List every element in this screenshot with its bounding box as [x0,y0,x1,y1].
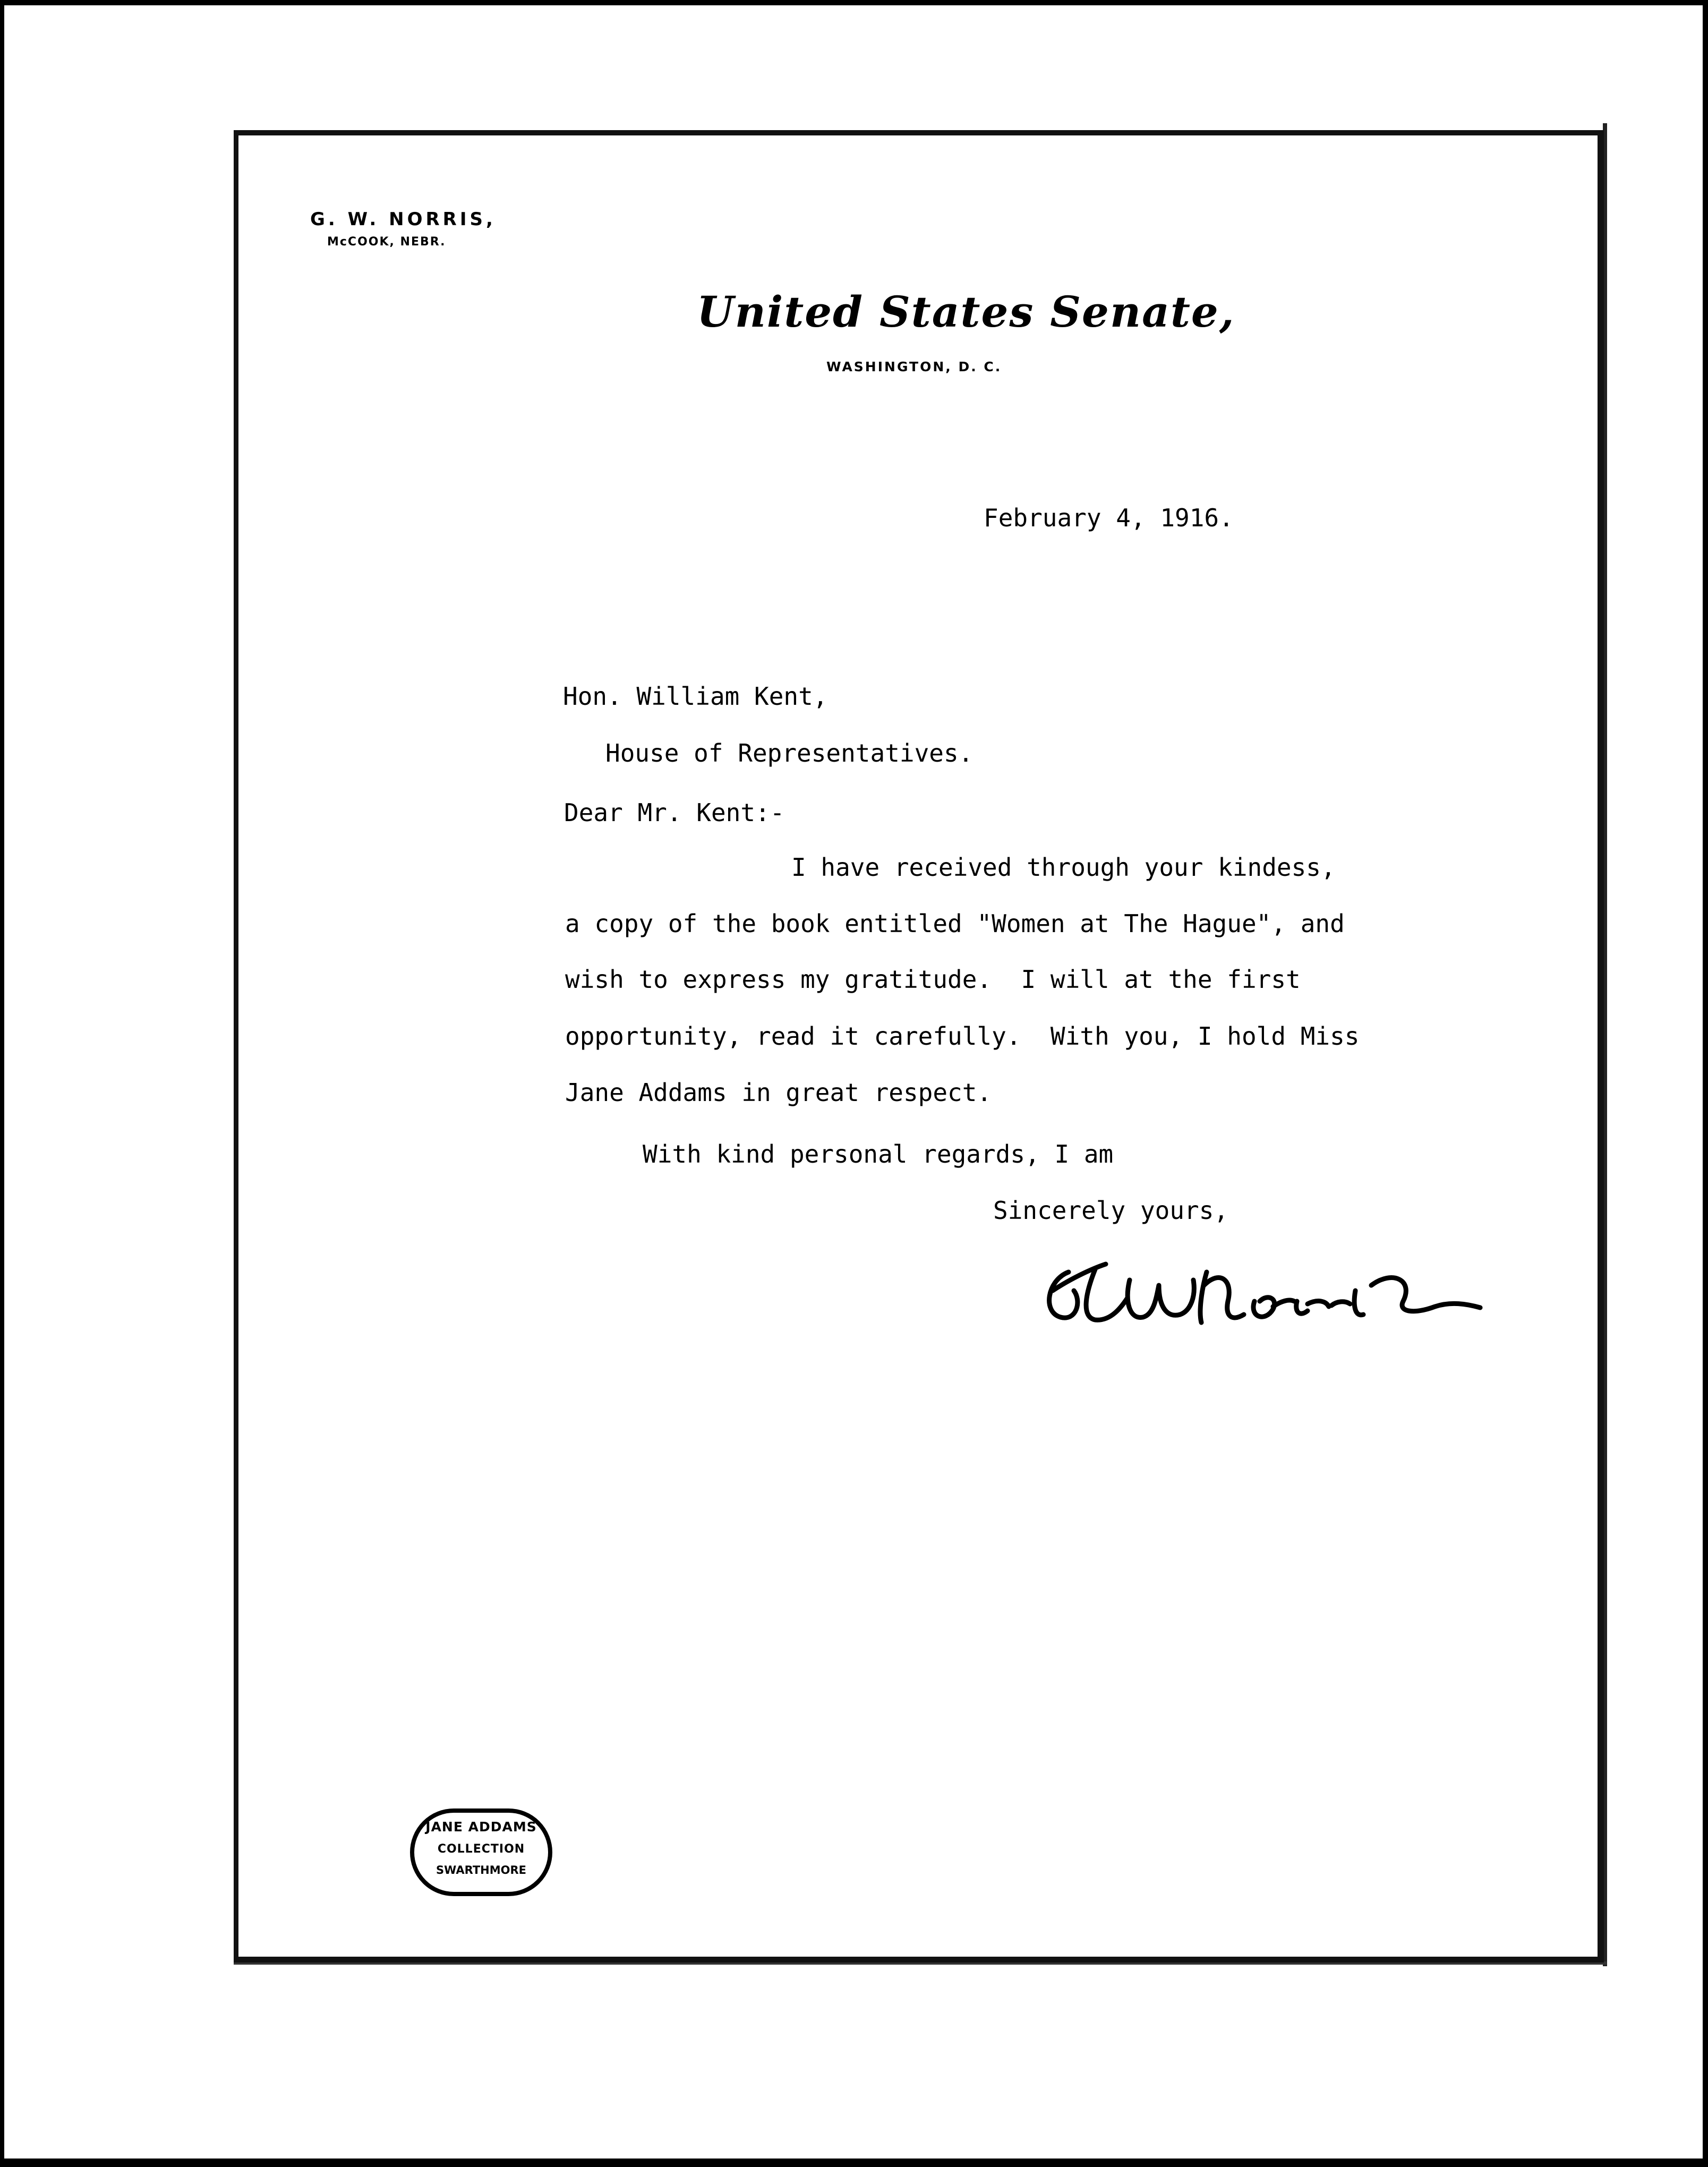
scan-border-top [0,0,1708,5]
scan-border-bottom [0,2159,1708,2167]
closing-line: With kind personal regards, I am [643,1140,1114,1168]
body-line: opportunity, read it carefully. With you, I hold Miss [565,1022,1360,1051]
letter-date: February 4, 1916. [984,504,1234,532]
body-line: I have received through your kindess, [791,853,1336,882]
letterhead-name: G. W. NORRIS, [310,209,496,230]
letterhead-title: United States Senate, [697,287,1235,337]
body-line: Jane Addams in great respect. [565,1078,992,1107]
collection-stamp [410,1808,552,1896]
scan-border-right [1703,0,1708,2167]
letterhead-place: WASHINGTON, D. C. [826,359,1002,374]
complimentary-close: Sincerely yours, [993,1196,1229,1225]
scan-border-left [0,0,4,2167]
recipient-name: Hon. William Kent, [563,682,828,711]
stamp-line: COLLECTION [437,1842,525,1856]
handwritten-signature [1031,1248,1499,1333]
body-line: a copy of the book entitled "Women at The Hague", and [565,909,1345,938]
body-line: wish to express my gratitude. I will at the first [565,965,1301,994]
recipient-org: House of Representatives. [605,739,973,767]
stamp-line: SWARTHMORE [436,1864,526,1876]
letterhead-city: McCOOK, NEBR. [327,235,446,249]
stamp-line: JANE ADDAMS [425,1819,537,1835]
salutation: Dear Mr. Kent:- [564,798,785,827]
